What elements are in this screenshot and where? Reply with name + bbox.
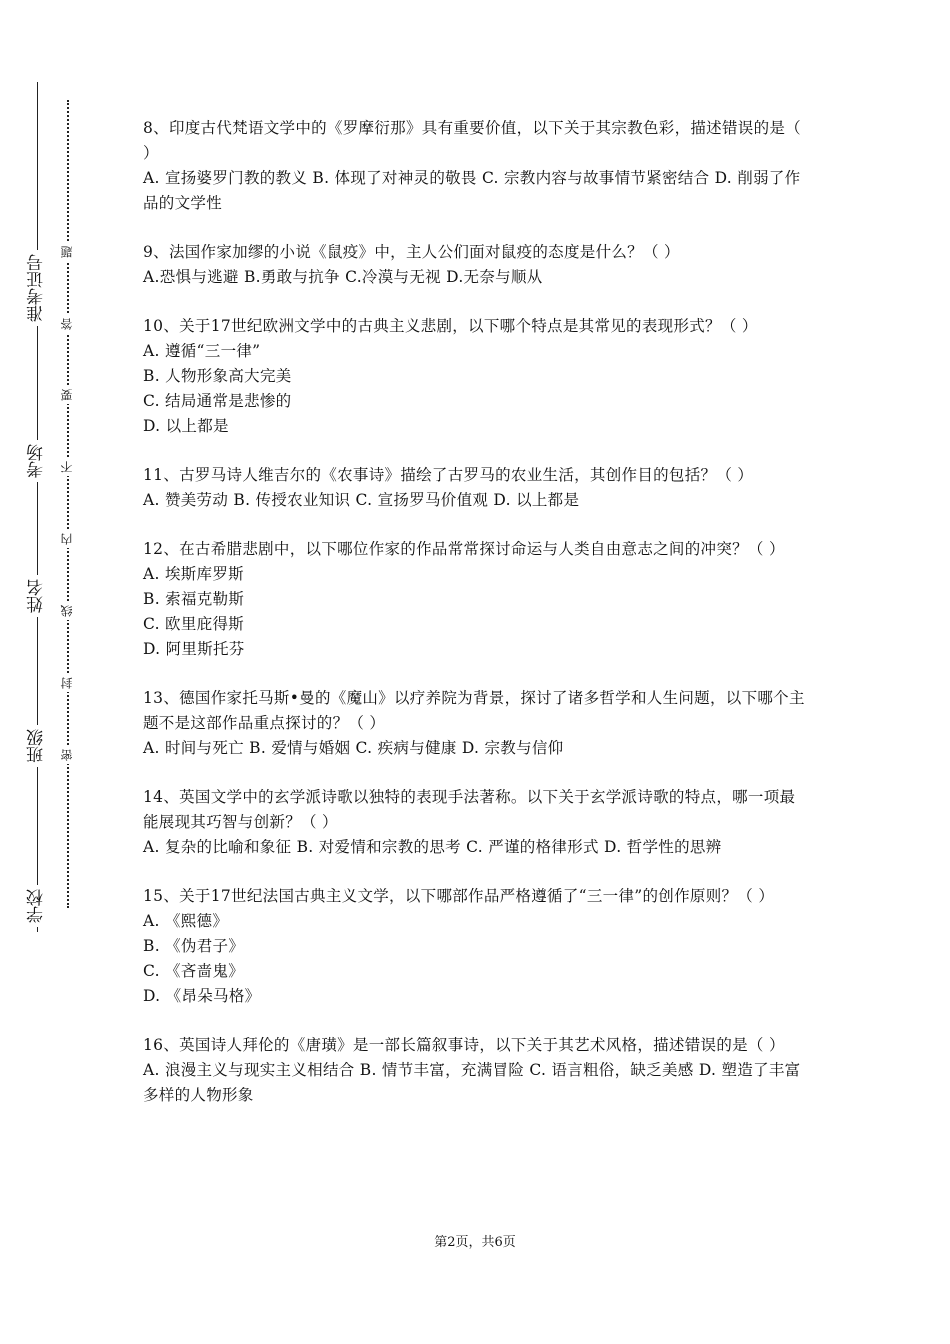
option-c: C. 欧里庇得斯 bbox=[143, 615, 245, 633]
question-list bbox=[143, 116, 811, 1132]
question-14 bbox=[143, 785, 811, 860]
option-a: A. 《熙德》 bbox=[143, 912, 229, 930]
option-d: D. 阿里斯托芬 bbox=[143, 640, 245, 658]
question-options: A. 浪漫主义与现实主义相结合 B. 情节丰富，充满冒险 C. 语言粗俗，缺乏美感 D. 塑造了丰富多样的人物形象 bbox=[143, 1061, 801, 1104]
binding-solid-line bbox=[37, 82, 38, 932]
question-stem: 16、英国诗人拜伦的《唐璜》是一部长篇叙事诗，以下关于其艺术风格，描述错误的是（ ） bbox=[143, 1036, 785, 1054]
question-13 bbox=[143, 686, 811, 761]
question-stem: 9、法国作家加缪的小说《鼠疫》中，主人公们面对鼠疫的态度是什么？（ ） bbox=[143, 243, 680, 261]
question-10 bbox=[143, 314, 811, 439]
binding-margin bbox=[0, 0, 110, 1344]
name-label: 姓名 bbox=[20, 575, 56, 617]
school-label: 学校 bbox=[20, 885, 56, 927]
question-stem: 14、英国文学中的玄学派诗歌以独特的表现手法著称。以下关于玄学派诗歌的特点，哪一项最能展现其巧智与创新？（ ） bbox=[143, 788, 796, 831]
seal-char: 线 bbox=[58, 602, 78, 620]
question-16 bbox=[143, 1033, 811, 1108]
seal-char: 要 bbox=[58, 386, 78, 404]
seal-char: 内 bbox=[58, 530, 78, 548]
option-b: B. 人物形象高大完美 bbox=[143, 367, 292, 385]
option-d: D. 以上都是 bbox=[143, 417, 229, 435]
question-11 bbox=[143, 463, 811, 513]
question-options: A. 宣扬婆罗门教的教义 B. 体现了对神灵的敬畏 C. 宗教内容与故事情节紧密结合 D. 削弱了作品的文学性 bbox=[143, 169, 801, 212]
question-options: A. 时间与死亡 B. 爱情与婚姻 C. 疾病与健康 D. 宗教与信仰 bbox=[143, 739, 564, 757]
option-b: B. 索福克勒斯 bbox=[143, 590, 245, 608]
question-stem: 15、关于17世纪法国古典主义文学，以下哪部作品严格遵循了“三一律”的创作原则？（ ） bbox=[143, 887, 775, 905]
seal-dotted-line bbox=[67, 100, 69, 908]
exam-number-label: 准考证号 bbox=[20, 250, 56, 326]
option-c: C. 结局通常是悲惨的 bbox=[143, 392, 292, 410]
question-stem: 10、关于17世纪欧洲文学中的古典主义悲剧，以下哪个特点是其常见的表现形式？（ ） bbox=[143, 317, 758, 335]
question-stem: 12、在古希腊悲剧中，以下哪位作家的作品常常探讨命运与人类自由意志之间的冲突？（ ） bbox=[143, 540, 785, 558]
question-options: A. 复杂的比喻和象征 B. 对爱情和宗教的思考 C. 严谨的格律形式 D. 哲学性的思辨 bbox=[143, 838, 722, 856]
seal-char: 密 bbox=[58, 746, 78, 764]
question-options: A.恐惧与逃避 B.勇敢与抗争 C.冷漠与无视 D.无奈与顺从 bbox=[143, 268, 543, 286]
question-15 bbox=[143, 884, 811, 1009]
question-stem: 13、德国作家托马斯•曼的《魔山》以疗养院为背景，探讨了诸多哲学和人生问题，以下哪个主题不是这部作品重点探讨的？（ ） bbox=[143, 689, 805, 732]
option-d: D. 《昂朵马格》 bbox=[143, 987, 261, 1005]
question-stem: 11、古罗马诗人维吉尔的《农事诗》描绘了古罗马的农业生活，其创作目的包括？（ ） bbox=[143, 466, 754, 484]
seal-char: 封 bbox=[58, 674, 78, 692]
exam-room-label: 考场 bbox=[20, 440, 56, 482]
option-b: B. 《伪君子》 bbox=[143, 937, 245, 955]
question-stem: 8、印度古代梵语文学中的《罗摩衍那》具有重要价值，以下关于其宗教色彩，描述错误的是（ ） bbox=[143, 119, 801, 162]
question-12 bbox=[143, 537, 811, 662]
option-c: C. 《吝啬鬼》 bbox=[143, 962, 245, 980]
option-a: A. 埃斯库罗斯 bbox=[143, 565, 244, 583]
seal-char: 题 bbox=[58, 243, 78, 261]
question-options: A. 赞美劳动 B. 传授农业知识 C. 宣扬罗马价值观 D. 以上都是 bbox=[143, 491, 580, 509]
class-label: 班级 bbox=[20, 725, 56, 767]
seal-char: 不 bbox=[58, 458, 78, 476]
question-8 bbox=[143, 116, 811, 216]
question-9 bbox=[143, 240, 811, 290]
page-number: 第2页，共6页 bbox=[434, 1235, 516, 1250]
option-a: A. 遵循“三一律” bbox=[143, 342, 261, 360]
seal-char: 答 bbox=[58, 315, 78, 333]
